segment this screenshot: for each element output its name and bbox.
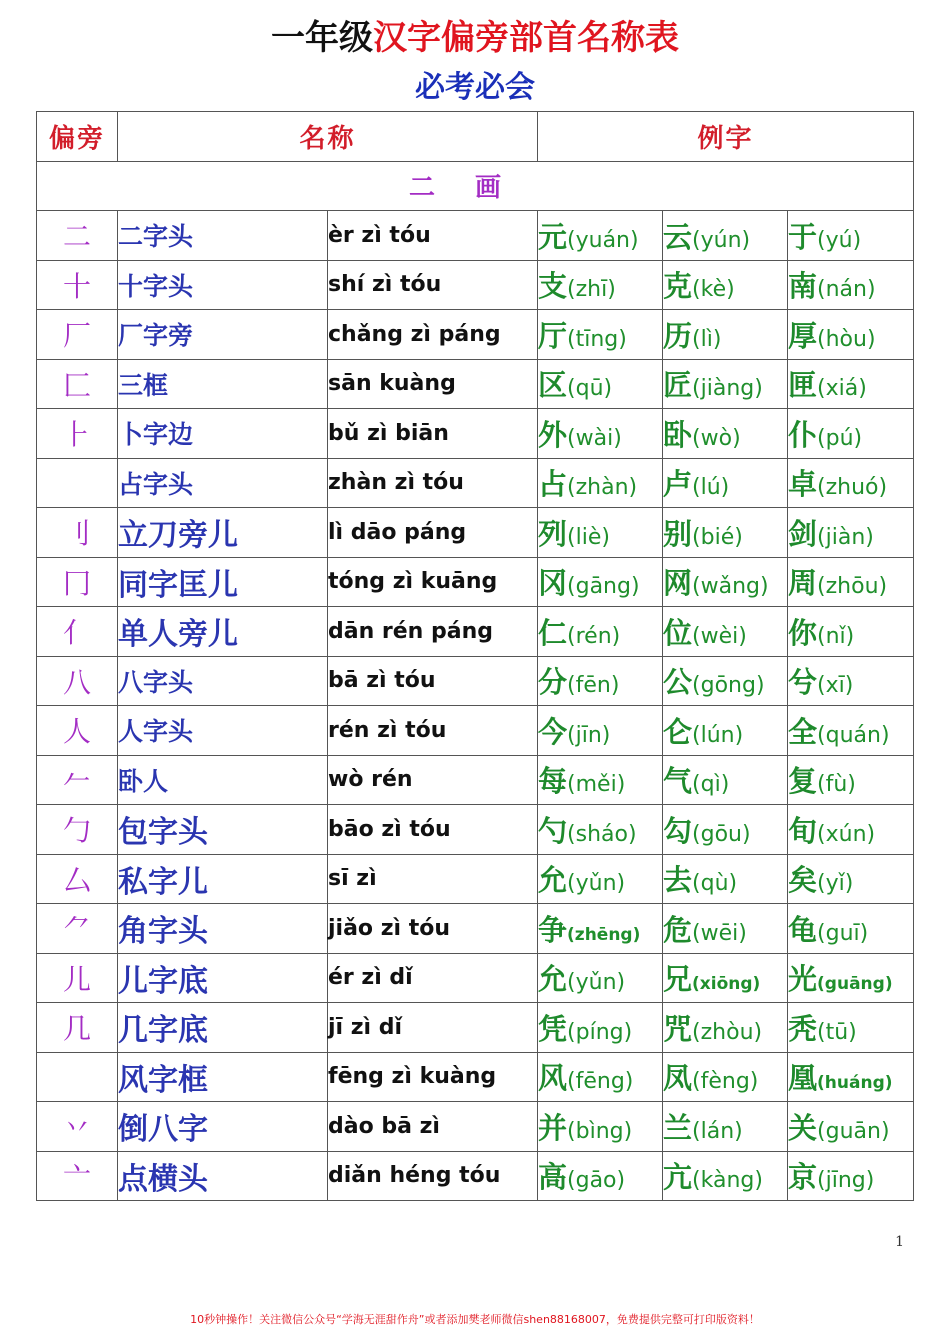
radical-cell: 厶 [37, 854, 118, 904]
example-pinyin: (xiá) [817, 376, 867, 402]
radical-pinyin: zhàn zì tóu [328, 458, 538, 508]
header-radical: 偏旁 [37, 112, 118, 162]
table-row [37, 607, 914, 657]
example-cell [663, 310, 788, 360]
radical-cell: 十 [37, 260, 118, 310]
example-char: 气 [663, 764, 693, 799]
page-title [0, 14, 950, 62]
radical-cell: 儿 [37, 953, 118, 1003]
example-pinyin: (yuán) [567, 227, 639, 253]
example-cell [538, 508, 663, 558]
example-cell [788, 953, 914, 1003]
example-cell [788, 805, 914, 855]
example-pinyin: (píng) [567, 1019, 633, 1045]
example-char: 全 [788, 714, 818, 749]
radical-pinyin: sī zì [328, 854, 538, 904]
example-cell [788, 706, 914, 756]
example-pinyin: (huáng) [817, 1073, 893, 1094]
radical-pinyin: bǔ zì biān [328, 409, 538, 459]
example-pinyin: (wēi) [692, 920, 747, 946]
example-cell [538, 1102, 663, 1152]
example-cell [663, 706, 788, 756]
example-cell [663, 1102, 788, 1152]
example-pinyin: (rén) [567, 623, 621, 649]
example-cell [788, 260, 914, 310]
example-char: 咒 [663, 1011, 693, 1046]
example-pinyin: (lán) [692, 1118, 743, 1144]
radical-cell: 厂 [37, 310, 118, 360]
example-char: 区 [538, 368, 568, 403]
example-pinyin: (xún) [817, 821, 876, 847]
radical-cell: ⺈ [37, 904, 118, 954]
section-row [37, 161, 914, 211]
example-char: 别 [663, 516, 693, 551]
example-cell [538, 805, 663, 855]
example-pinyin: (guī) [817, 920, 869, 946]
radical-cell: 勹 [37, 805, 118, 855]
radical-name: 私字儿 [118, 854, 328, 904]
example-cell [538, 755, 663, 805]
example-cell [788, 1151, 914, 1201]
example-pinyin: (yǐ) [817, 871, 854, 897]
example-cell [538, 409, 663, 459]
example-char: 仆 [788, 417, 818, 452]
example-pinyin: (nǐ) [817, 623, 855, 649]
example-char: 克 [663, 269, 693, 304]
example-pinyin: (fù) [817, 772, 856, 798]
example-char: 去 [663, 863, 693, 898]
example-char: 于 [788, 219, 818, 254]
example-pinyin: (měi) [567, 772, 626, 798]
example-pinyin: (yǔn) [567, 970, 626, 996]
radical-name: 风字框 [118, 1052, 328, 1102]
example-char: 兰 [663, 1110, 693, 1145]
radical-pinyin: tóng zì kuāng [328, 557, 538, 607]
example-pinyin: (qū) [567, 376, 613, 402]
header-name: 名称 [118, 112, 538, 162]
radical-pinyin: lì dāo páng [328, 508, 538, 558]
example-char: 你 [788, 615, 818, 650]
example-pinyin: (yǔn) [567, 871, 626, 897]
example-char: 光 [788, 962, 818, 997]
example-char: 厅 [538, 318, 568, 353]
example-char: 勾 [663, 813, 693, 848]
radical-pinyin: ér zì dǐ [328, 953, 538, 1003]
example-cell [663, 805, 788, 855]
example-char: 匠 [663, 368, 693, 403]
example-pinyin: (quán) [817, 722, 890, 748]
radical-cell: 冂 [37, 557, 118, 607]
radical-pinyin: sān kuàng [328, 359, 538, 409]
example-char: 秃 [788, 1011, 818, 1046]
example-pinyin: (liè) [567, 524, 610, 550]
example-char: 风 [538, 1061, 568, 1096]
example-cell [788, 557, 914, 607]
example-pinyin: (yún) [692, 227, 751, 253]
example-pinyin: (jiàng) [692, 376, 763, 402]
table-row [37, 458, 914, 508]
example-pinyin: (zhuó) [817, 475, 888, 501]
example-char: 卧 [663, 417, 693, 452]
example-cell [538, 904, 663, 954]
example-char: 冈 [538, 566, 568, 601]
table-row [37, 1151, 914, 1201]
table-row [37, 557, 914, 607]
radical-pinyin: dào bā zì [328, 1102, 538, 1152]
example-cell [788, 755, 914, 805]
table-row [37, 755, 914, 805]
example-pinyin: (fēng) [567, 1069, 634, 1095]
example-char: 元 [538, 219, 568, 254]
example-pinyin: (jīng) [817, 1168, 875, 1194]
example-char: 每 [538, 764, 568, 799]
example-pinyin: (gōu) [692, 821, 751, 847]
example-pinyin: (gāng) [567, 574, 640, 600]
table-row [37, 409, 914, 459]
radical-name: 点横头 [118, 1151, 328, 1201]
example-pinyin: (qù) [692, 871, 738, 897]
example-cell [538, 310, 663, 360]
example-pinyin: (hòu) [817, 326, 876, 352]
example-cell [788, 1003, 914, 1053]
example-char: 今 [538, 714, 568, 749]
example-char: 龟 [788, 912, 818, 947]
example-cell [663, 607, 788, 657]
example-char: 亢 [663, 1160, 693, 1195]
table-header-row [37, 112, 914, 162]
example-cell [538, 458, 663, 508]
example-char: 历 [663, 318, 693, 353]
example-pinyin: (sháo) [567, 821, 637, 847]
example-char: 仑 [663, 714, 693, 749]
radical-name: 占字头 [118, 458, 328, 508]
title-main: 汉字偏旁部首名称表 [373, 18, 679, 58]
radical-name: 人字头 [118, 706, 328, 756]
example-pinyin: (fèng) [692, 1069, 759, 1095]
example-cell [538, 706, 663, 756]
table-row [37, 260, 914, 310]
table-row [37, 1102, 914, 1152]
example-pinyin: (kè) [692, 277, 735, 303]
example-pinyin: (pú) [817, 425, 863, 451]
example-char: 公 [663, 665, 693, 700]
page-number: 1 [895, 1234, 904, 1250]
example-cell [788, 211, 914, 261]
radical-pinyin: dān rén páng [328, 607, 538, 657]
example-char: 周 [788, 566, 818, 601]
example-cell [663, 359, 788, 409]
radical-cell: 二 [37, 211, 118, 261]
radical-cell [37, 1052, 118, 1102]
example-pinyin: (lún) [692, 722, 744, 748]
radical-cell: 人 [37, 706, 118, 756]
example-pinyin: (kàng) [692, 1168, 763, 1194]
example-pinyin: (wèi) [692, 623, 747, 649]
example-char: 危 [663, 912, 693, 947]
example-cell [663, 458, 788, 508]
table-row [37, 359, 914, 409]
example-pinyin: (gāo) [567, 1168, 626, 1194]
example-char: 剑 [788, 516, 818, 551]
example-cell [788, 904, 914, 954]
example-cell [538, 953, 663, 1003]
example-char: 凤 [663, 1061, 693, 1096]
radical-name: 二字头 [118, 211, 328, 261]
example-char: 勺 [538, 813, 568, 848]
example-cell [538, 1003, 663, 1053]
table-row [37, 656, 914, 706]
radical-pinyin: wò rén [328, 755, 538, 805]
example-cell [538, 211, 663, 261]
example-char: 占 [538, 467, 568, 502]
radical-cell: 八 [37, 656, 118, 706]
example-pinyin: (zhēng) [567, 924, 641, 945]
example-pinyin: (lú) [692, 475, 730, 501]
example-pinyin: (xī) [817, 673, 854, 699]
radical-pinyin: shí zì tóu [328, 260, 538, 310]
example-pinyin: (guāng) [817, 974, 893, 995]
example-cell [538, 1151, 663, 1201]
example-cell [663, 557, 788, 607]
example-cell [788, 409, 914, 459]
example-cell [538, 1052, 663, 1102]
radical-pinyin: bāo zì tóu [328, 805, 538, 855]
example-cell [663, 953, 788, 1003]
example-pinyin: (jīn) [567, 722, 611, 748]
table-row [37, 706, 914, 756]
example-cell [663, 755, 788, 805]
example-cell [788, 508, 914, 558]
example-cell [788, 310, 914, 360]
header-examples: 例字 [538, 112, 914, 162]
page-subtitle: 必考必会 [415, 70, 535, 105]
radical-cell: 亻 [37, 607, 118, 657]
example-pinyin: (nán) [817, 277, 876, 303]
radical-name: 几字底 [118, 1003, 328, 1053]
example-pinyin: (jiàn) [817, 524, 874, 550]
example-pinyin: (tū) [817, 1019, 857, 1045]
example-char: 允 [538, 962, 568, 997]
example-char: 列 [538, 516, 568, 551]
example-cell [663, 508, 788, 558]
table-row [37, 310, 914, 360]
section-title: 二画 [37, 161, 914, 211]
example-char: 兮 [788, 665, 818, 700]
example-pinyin: (zhōu) [817, 574, 888, 600]
example-pinyin: (yú) [817, 227, 862, 253]
footer-note: 10秒钟操作！关注微信公众号“学海无涯甜作舟”或者添加樊老师微信shen88168007，免费提供完整可打印版资料！ [190, 1313, 760, 1326]
example-cell [538, 260, 663, 310]
example-pinyin: (wǎng) [692, 574, 769, 600]
table-row [37, 854, 914, 904]
example-cell [788, 1052, 914, 1102]
example-char: 凰 [788, 1061, 818, 1096]
example-pinyin: (fēn) [567, 673, 620, 699]
table-row [37, 508, 914, 558]
example-char: 南 [788, 269, 818, 304]
example-pinyin: (qì) [692, 772, 730, 798]
example-cell [663, 1151, 788, 1201]
radical-pinyin: chǎng zì páng [328, 310, 538, 360]
example-char: 支 [538, 269, 568, 304]
example-char: 争 [538, 912, 568, 947]
example-cell [788, 359, 914, 409]
example-pinyin: (guān) [817, 1118, 890, 1144]
example-cell [663, 1003, 788, 1053]
example-char: 并 [538, 1110, 568, 1145]
example-cell [788, 458, 914, 508]
example-cell [663, 854, 788, 904]
example-cell [663, 211, 788, 261]
table-row [37, 953, 914, 1003]
example-cell [788, 607, 914, 657]
example-char: 高 [538, 1160, 568, 1195]
radical-pinyin: rén zì tóu [328, 706, 538, 756]
radical-cell: 几 [37, 1003, 118, 1053]
example-pinyin: (bìng) [567, 1118, 633, 1144]
example-char: 云 [663, 219, 693, 254]
example-pinyin: (zhòu) [692, 1019, 763, 1045]
example-pinyin: (wò) [692, 425, 741, 451]
example-pinyin: (xiōng) [692, 974, 761, 995]
radical-cell: 亠 [37, 1151, 118, 1201]
radical-name: 卜字边 [118, 409, 328, 459]
example-cell [538, 656, 663, 706]
example-cell [788, 656, 914, 706]
example-char: 旬 [788, 813, 818, 848]
radical-name: 同字匡儿 [118, 557, 328, 607]
example-cell [538, 359, 663, 409]
radical-name: 包字头 [118, 805, 328, 855]
example-pinyin: (bié) [692, 524, 743, 550]
radical-cell: 𠂉 [37, 755, 118, 805]
table-row [37, 1003, 914, 1053]
radical-cell: ⺊ [37, 409, 118, 459]
example-cell [663, 260, 788, 310]
example-pinyin: (zhàn) [567, 475, 638, 501]
radical-name: 卧人 [118, 755, 328, 805]
example-cell [663, 656, 788, 706]
example-char: 矣 [788, 863, 818, 898]
example-pinyin: (tīng) [567, 326, 627, 352]
example-cell [538, 854, 663, 904]
example-char: 卢 [663, 467, 693, 502]
radical-pinyin: èr zì tóu [328, 211, 538, 261]
radical-name: 角字头 [118, 904, 328, 954]
radical-pinyin: fēng zì kuàng [328, 1052, 538, 1102]
radical-pinyin: jī zì dǐ [328, 1003, 538, 1053]
table-row [37, 211, 914, 261]
radical-pinyin: diǎn héng tóu [328, 1151, 538, 1201]
example-pinyin: (wài) [567, 425, 622, 451]
example-char: 仁 [538, 615, 568, 650]
radical-cell [37, 458, 118, 508]
radical-name: 三框 [118, 359, 328, 409]
example-cell [538, 557, 663, 607]
example-cell [663, 409, 788, 459]
example-cell [663, 904, 788, 954]
radical-name: 儿字底 [118, 953, 328, 1003]
example-cell [788, 1102, 914, 1152]
radical-name: 八字头 [118, 656, 328, 706]
example-char: 卓 [788, 467, 818, 502]
table-row [37, 1052, 914, 1102]
radical-name: 倒八字 [118, 1102, 328, 1152]
title-grade: 一年级 [271, 18, 373, 58]
example-char: 兄 [663, 962, 693, 997]
example-char: 凭 [538, 1011, 568, 1046]
radical-pinyin: jiǎo zì tóu [328, 904, 538, 954]
example-char: 厚 [788, 318, 818, 353]
example-char: 复 [788, 764, 818, 799]
example-pinyin: (gōng) [692, 673, 765, 699]
example-cell [788, 854, 914, 904]
radical-name: 十字头 [118, 260, 328, 310]
example-char: 位 [663, 615, 693, 650]
example-pinyin: (zhī) [567, 277, 616, 303]
example-char: 外 [538, 417, 568, 452]
radical-name: 单人旁儿 [118, 607, 328, 657]
radical-cell: 匚 [37, 359, 118, 409]
radicals-table [36, 111, 914, 1201]
radical-cell: 丷 [37, 1102, 118, 1152]
radical-name: 立刀旁儿 [118, 508, 328, 558]
example-char: 京 [788, 1160, 818, 1195]
example-char: 分 [538, 665, 568, 700]
radical-cell: 刂 [37, 508, 118, 558]
example-cell [538, 607, 663, 657]
example-char: 允 [538, 863, 568, 898]
example-cell [663, 1052, 788, 1102]
radical-name: 厂字旁 [118, 310, 328, 360]
radical-pinyin: bā zì tóu [328, 656, 538, 706]
table-row [37, 904, 914, 954]
example-pinyin: (lì) [692, 326, 722, 352]
table-row [37, 805, 914, 855]
example-char: 匣 [788, 368, 818, 403]
example-char: 网 [663, 566, 693, 601]
example-char: 关 [788, 1110, 818, 1145]
